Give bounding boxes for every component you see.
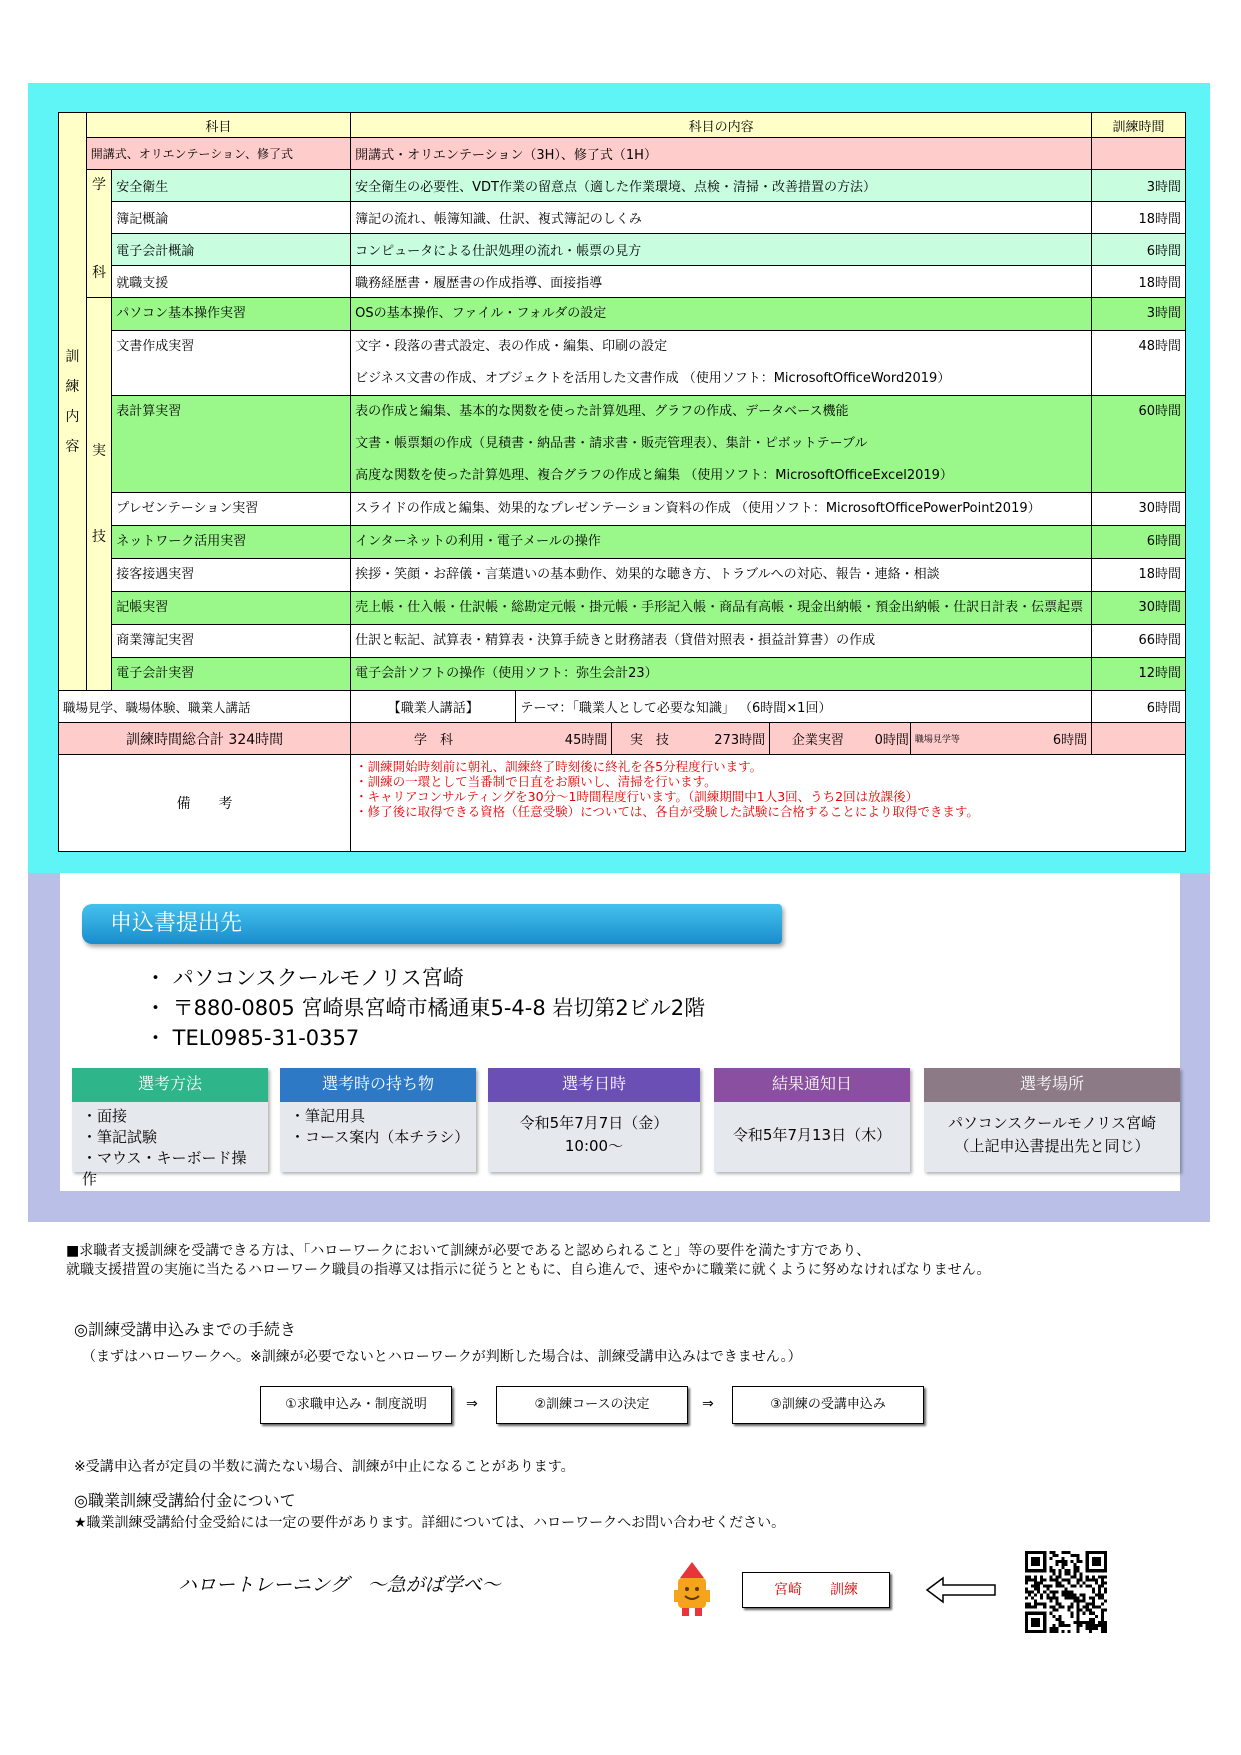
slogan: ハロートレーニング ～急がば学べ～ <box>178 1574 501 1596</box>
outer-label-char: 練 <box>65 378 80 395</box>
outer-label-char: 容 <box>65 438 80 455</box>
selection-card-title: 選考方法 <box>72 1068 268 1102</box>
jitsugi-subject: プレゼンテーション実習 <box>112 493 351 526</box>
total-gakka-hours: 45時間 <box>516 723 612 755</box>
jitsugi-hours: 30時間 <box>1092 592 1186 625</box>
gakka-subject: 就職支援 <box>112 266 351 298</box>
jitsugi-content-line: 電子会計ソフトの操作（使用ソフト：弥生会計23） <box>355 666 658 681</box>
jitsugi-subject: 文書作成実習 <box>112 331 351 396</box>
pencil-mascot-icon <box>672 1560 712 1618</box>
selection-card-body <box>714 1102 910 1151</box>
gakka-label-char: 学 <box>92 177 106 193</box>
selection-card <box>488 1068 700 1172</box>
selection-card <box>72 1068 268 1188</box>
header-subject: 科目 <box>86 113 350 138</box>
requirement-text-1: ■求職者支援訓練を受講できる方は、「ハローワークにおいて訓練が必要であると認められること」等の要件を満たす方であり、 <box>66 1243 871 1259</box>
spacer <box>91 200 108 258</box>
total-jitsugi-label: 実 技 <box>612 723 687 755</box>
jitsugi-content <box>351 493 1092 526</box>
jitsugi-subject: 記帳実習 <box>112 592 351 625</box>
jitsugi-hours: 30時間 <box>1092 493 1186 526</box>
jitsugi-content-line: 挨拶・笑顔・お辞儀・言葉遣いの基本動作、効果的な聴き方、トラブルへの対応、報告・連絡・相談 <box>355 567 940 582</box>
opening-subject: 開講式、オリエンテーション、修了式 <box>86 138 350 170</box>
total-empty <box>1092 723 1186 755</box>
benefit-title: ◎職業訓練受講給付金について <box>74 1491 296 1510</box>
application-banner: 申込書提出先 <box>82 904 782 944</box>
gakka-subject: 安全衛生 <box>112 170 351 202</box>
jitsugi-content <box>351 658 1092 691</box>
total-kigyo-hours: 0時間 <box>866 723 911 755</box>
workplace-type: 【職業人講話】 <box>351 691 516 723</box>
outer-label-char: 訓 <box>65 348 80 365</box>
jitsugi-content <box>351 298 1092 331</box>
header-content: 科目の内容 <box>351 113 1092 138</box>
gakka-subject: 簿記概論 <box>112 202 351 234</box>
gakka-hours: 18時間 <box>1092 266 1186 298</box>
jitsugi-content <box>351 559 1092 592</box>
jitsugi-content <box>351 331 1092 396</box>
jitsugi-subject: 商業簿記実習 <box>112 625 351 658</box>
jitsugi-content-line: 文書・帳票類の作成（見積書・納品書・請求書・販売管理表）、集計・ピボットテーブル <box>355 436 868 451</box>
remarks-label: 備 考 <box>59 755 351 852</box>
selection-card-title: 選考場所 <box>924 1068 1180 1102</box>
step-1-box: ①求職申込み・制度説明 <box>260 1386 452 1424</box>
selection-card-body <box>72 1102 268 1194</box>
jitsugi-hours: 3時間 <box>1092 298 1186 331</box>
gakka-content: 職務経歴書・履歴書の作成指導、面接指導 <box>351 266 1092 298</box>
step-2-box: ②訓練コースの決定 <box>496 1386 688 1424</box>
gakka-label-cell <box>86 170 112 298</box>
jitsugi-content <box>351 396 1092 493</box>
arrow-left-icon <box>925 1576 997 1604</box>
jitsugi-subject: 表計算実習 <box>112 396 351 493</box>
jitsugi-content-line: 高度な関数を使った計算処理、複合グラフの作成と編集 （使用ソフト：MicrosoftOfficeExcel2019） <box>355 468 953 483</box>
remarks-line: ・修了後に取得できる資格（任意受験）については、各自が受験した試験に合格することにより取得できます。 <box>355 804 979 819</box>
remarks-line: ・キャリアコンサルティングを30分～1時間程度行います。（訓練期間中1人3回、うち2回は放課後） <box>355 789 919 804</box>
curriculum-table <box>58 112 1186 852</box>
jitsugi-label-cell <box>86 298 112 691</box>
jitsugi-content-line: 仕訳と転記、試算表・精算表・決算手続きと財務諸表（貸借対照表・損益計算書）の作成 <box>355 633 876 648</box>
gakka-content: 安全衛生の必要性、VDT作業の留意点（適した作業環境、点検・清掃・改善措置の方法） <box>351 170 1092 202</box>
jitsugi-subject: パソコン基本操作実習 <box>112 298 351 331</box>
total-kengaku-label: 職場見学等 <box>910 723 1017 755</box>
selection-card-title: 結果通知日 <box>714 1068 910 1102</box>
workplace-subject: 職場見学、職場体験、職業人講話 <box>59 691 351 723</box>
header-hours: 訓練時間 <box>1092 113 1186 138</box>
jitsugi-content-line: インターネットの利用・電子メールの操作 <box>355 534 601 549</box>
jitsugi-hours: 6時間 <box>1092 526 1186 559</box>
gakka-hours: 18時間 <box>1092 202 1186 234</box>
total-label: 訓練時間総合計 324時間 <box>59 723 351 755</box>
jitsugi-label-char: 技 <box>92 529 106 545</box>
selection-card-line: ・マウス・キーボード操作 <box>82 1149 247 1188</box>
gakka-subject: 電子会計概論 <box>112 234 351 266</box>
selection-card-title: 選考日時 <box>488 1068 700 1102</box>
gakka-label-char: 科 <box>92 265 106 281</box>
selection-card-line: 10:00～ <box>564 1137 624 1155</box>
total-kengaku-hours: 6時間 <box>1017 723 1092 755</box>
selection-card-line: ・筆記試験 <box>82 1128 158 1146</box>
step-arrow-2: ⇒ <box>702 1396 714 1412</box>
opening-content: 開講式・オリエンテーション（3H）、修了式（1H） <box>351 138 1092 170</box>
jitsugi-content <box>351 592 1092 625</box>
spacer <box>91 466 108 522</box>
school-phone: ・ TEL0985-31-0357 <box>145 1026 360 1050</box>
jitsugi-content <box>351 625 1092 658</box>
selection-card-body <box>488 1102 700 1162</box>
jitsugi-content-line: 表の作成と編集、基本的な関数を使った計算処理、グラフの作成、データベース機能 <box>355 404 849 419</box>
workplace-hours: 6時間 <box>1092 691 1186 723</box>
selection-card-body <box>280 1102 476 1152</box>
jitsugi-content-line: 売上帳・仕入帳・仕訳帳・総勘定元帳・掛元帳・手形記入帳・商品有高帳・現金出納帳・預金出納帳・仕訳日計表・伝票起票 <box>355 600 1084 615</box>
benefit-text: ★職業訓練受講給付金受給には一定の要件があります。詳細については、ハローワークへお問い合わせください。 <box>74 1515 786 1531</box>
remarks-content <box>351 755 1186 852</box>
school-address: ・ 〒880-0805 宮崎県宮崎市橘通東5-4-8 岩切第2ビル2階 <box>145 996 706 1020</box>
gakka-content: コンピュータによる仕訳処理の流れ・帳票の見方 <box>351 234 1092 266</box>
workplace-content: テーマ：「職業人として必要な知識」 （6時間×1回） <box>516 691 1092 723</box>
jitsugi-subject: 接客接遇実習 <box>112 559 351 592</box>
remarks-line: ・訓練開始時刻前に朝礼、訓練終了時刻後に終礼を各5分程度行います。 <box>355 759 763 774</box>
jitsugi-hours: 60時間 <box>1092 396 1186 493</box>
remarks-line: ・訓練の一環として当番制で日直をお願いし、清掃を行います。 <box>355 774 717 789</box>
opening-hours <box>1092 138 1186 170</box>
total-gakka-label: 学 科 <box>351 723 516 755</box>
step-3-box: ③訓練の受講申込み <box>732 1386 924 1424</box>
jitsugi-hours: 48時間 <box>1092 331 1186 396</box>
selection-card <box>280 1068 476 1172</box>
jitsugi-content-line: 文字・段落の書式設定、表の作成・編集、印刷の設定 <box>355 339 668 354</box>
outer-label-char: 内 <box>65 408 80 425</box>
jitsugi-hours: 12時間 <box>1092 658 1186 691</box>
selection-card-line: ・筆記用具 <box>290 1107 366 1125</box>
jitsugi-subject: 電子会計実習 <box>112 658 351 691</box>
selection-card-body <box>924 1102 1180 1162</box>
step-arrow-1: ⇒ <box>466 1396 478 1412</box>
gakka-hours: 3時間 <box>1092 170 1186 202</box>
total-kigyo-label: 企業実習 <box>770 723 866 755</box>
jitsugi-hours: 18時間 <box>1092 559 1186 592</box>
selection-card-line: （上記申込書提出先と同じ） <box>954 1137 1150 1155</box>
jitsugi-content-line: ビジネス文書の作成、オブジェクトを活用した文書作成 （使用ソフト：MicrosoftOfficeWord2019） <box>355 371 951 386</box>
qr-code-icon <box>1022 1548 1110 1636</box>
gakka-hours: 6時間 <box>1092 234 1186 266</box>
selection-card <box>924 1068 1180 1172</box>
selection-card-line: 令和5年7月13日（木） <box>732 1126 892 1144</box>
selection-card-line: ・面接 <box>82 1107 128 1125</box>
requirement-text-2: 就職支援措置の実施に当たるハローワーク職員の指導又は指示に従うとともに、自ら進んで、速やかに職業に就くように努めなければなりません。 <box>66 1262 991 1278</box>
jitsugi-content-line: OSの基本操作、ファイル・フォルダの設定 <box>355 306 607 321</box>
outer-label-cell <box>59 113 87 691</box>
gakka-content: 簿記の流れ、帳簿知識、仕訳、複式簿記のしくみ <box>351 202 1092 234</box>
jitsugi-content-line: スライドの作成と編集、効果的なプレゼンテーション資料の作成 （使用ソフト：MicrosoftOfficePowerPoint2019） <box>355 501 1041 516</box>
total-jitsugi-hours: 273時間 <box>686 723 769 755</box>
procedure-title: ◎訓練受講申込みまでの手続き <box>74 1320 296 1339</box>
selection-card-title: 選考時の持ち物 <box>280 1068 476 1102</box>
search-box: 宮崎 訓練 <box>742 1572 890 1608</box>
jitsugi-label-char: 実 <box>92 443 106 459</box>
jitsugi-content <box>351 526 1092 559</box>
selection-card-line: ・コース案内（本チラシ） <box>290 1128 470 1146</box>
cancel-note: ※受講申込者が定員の半数に満たない場合、訓練が中止になることがあります。 <box>74 1459 575 1475</box>
selection-card-line: パソコンスクールモノリス宮崎 <box>948 1114 1156 1132</box>
selection-card-line: 令和5年7月7日（金） <box>519 1114 669 1132</box>
procedure-subtitle: （まずはハローワークへ。※訓練が必要でないとハローワークが判断した場合は、訓練受講申込みはできません。） <box>82 1349 802 1365</box>
jitsugi-subject: ネットワーク活用実習 <box>112 526 351 559</box>
school-name: ・ パソコンスクールモノリス宮崎 <box>145 966 464 990</box>
jitsugi-hours: 66時間 <box>1092 625 1186 658</box>
selection-card <box>714 1068 910 1172</box>
